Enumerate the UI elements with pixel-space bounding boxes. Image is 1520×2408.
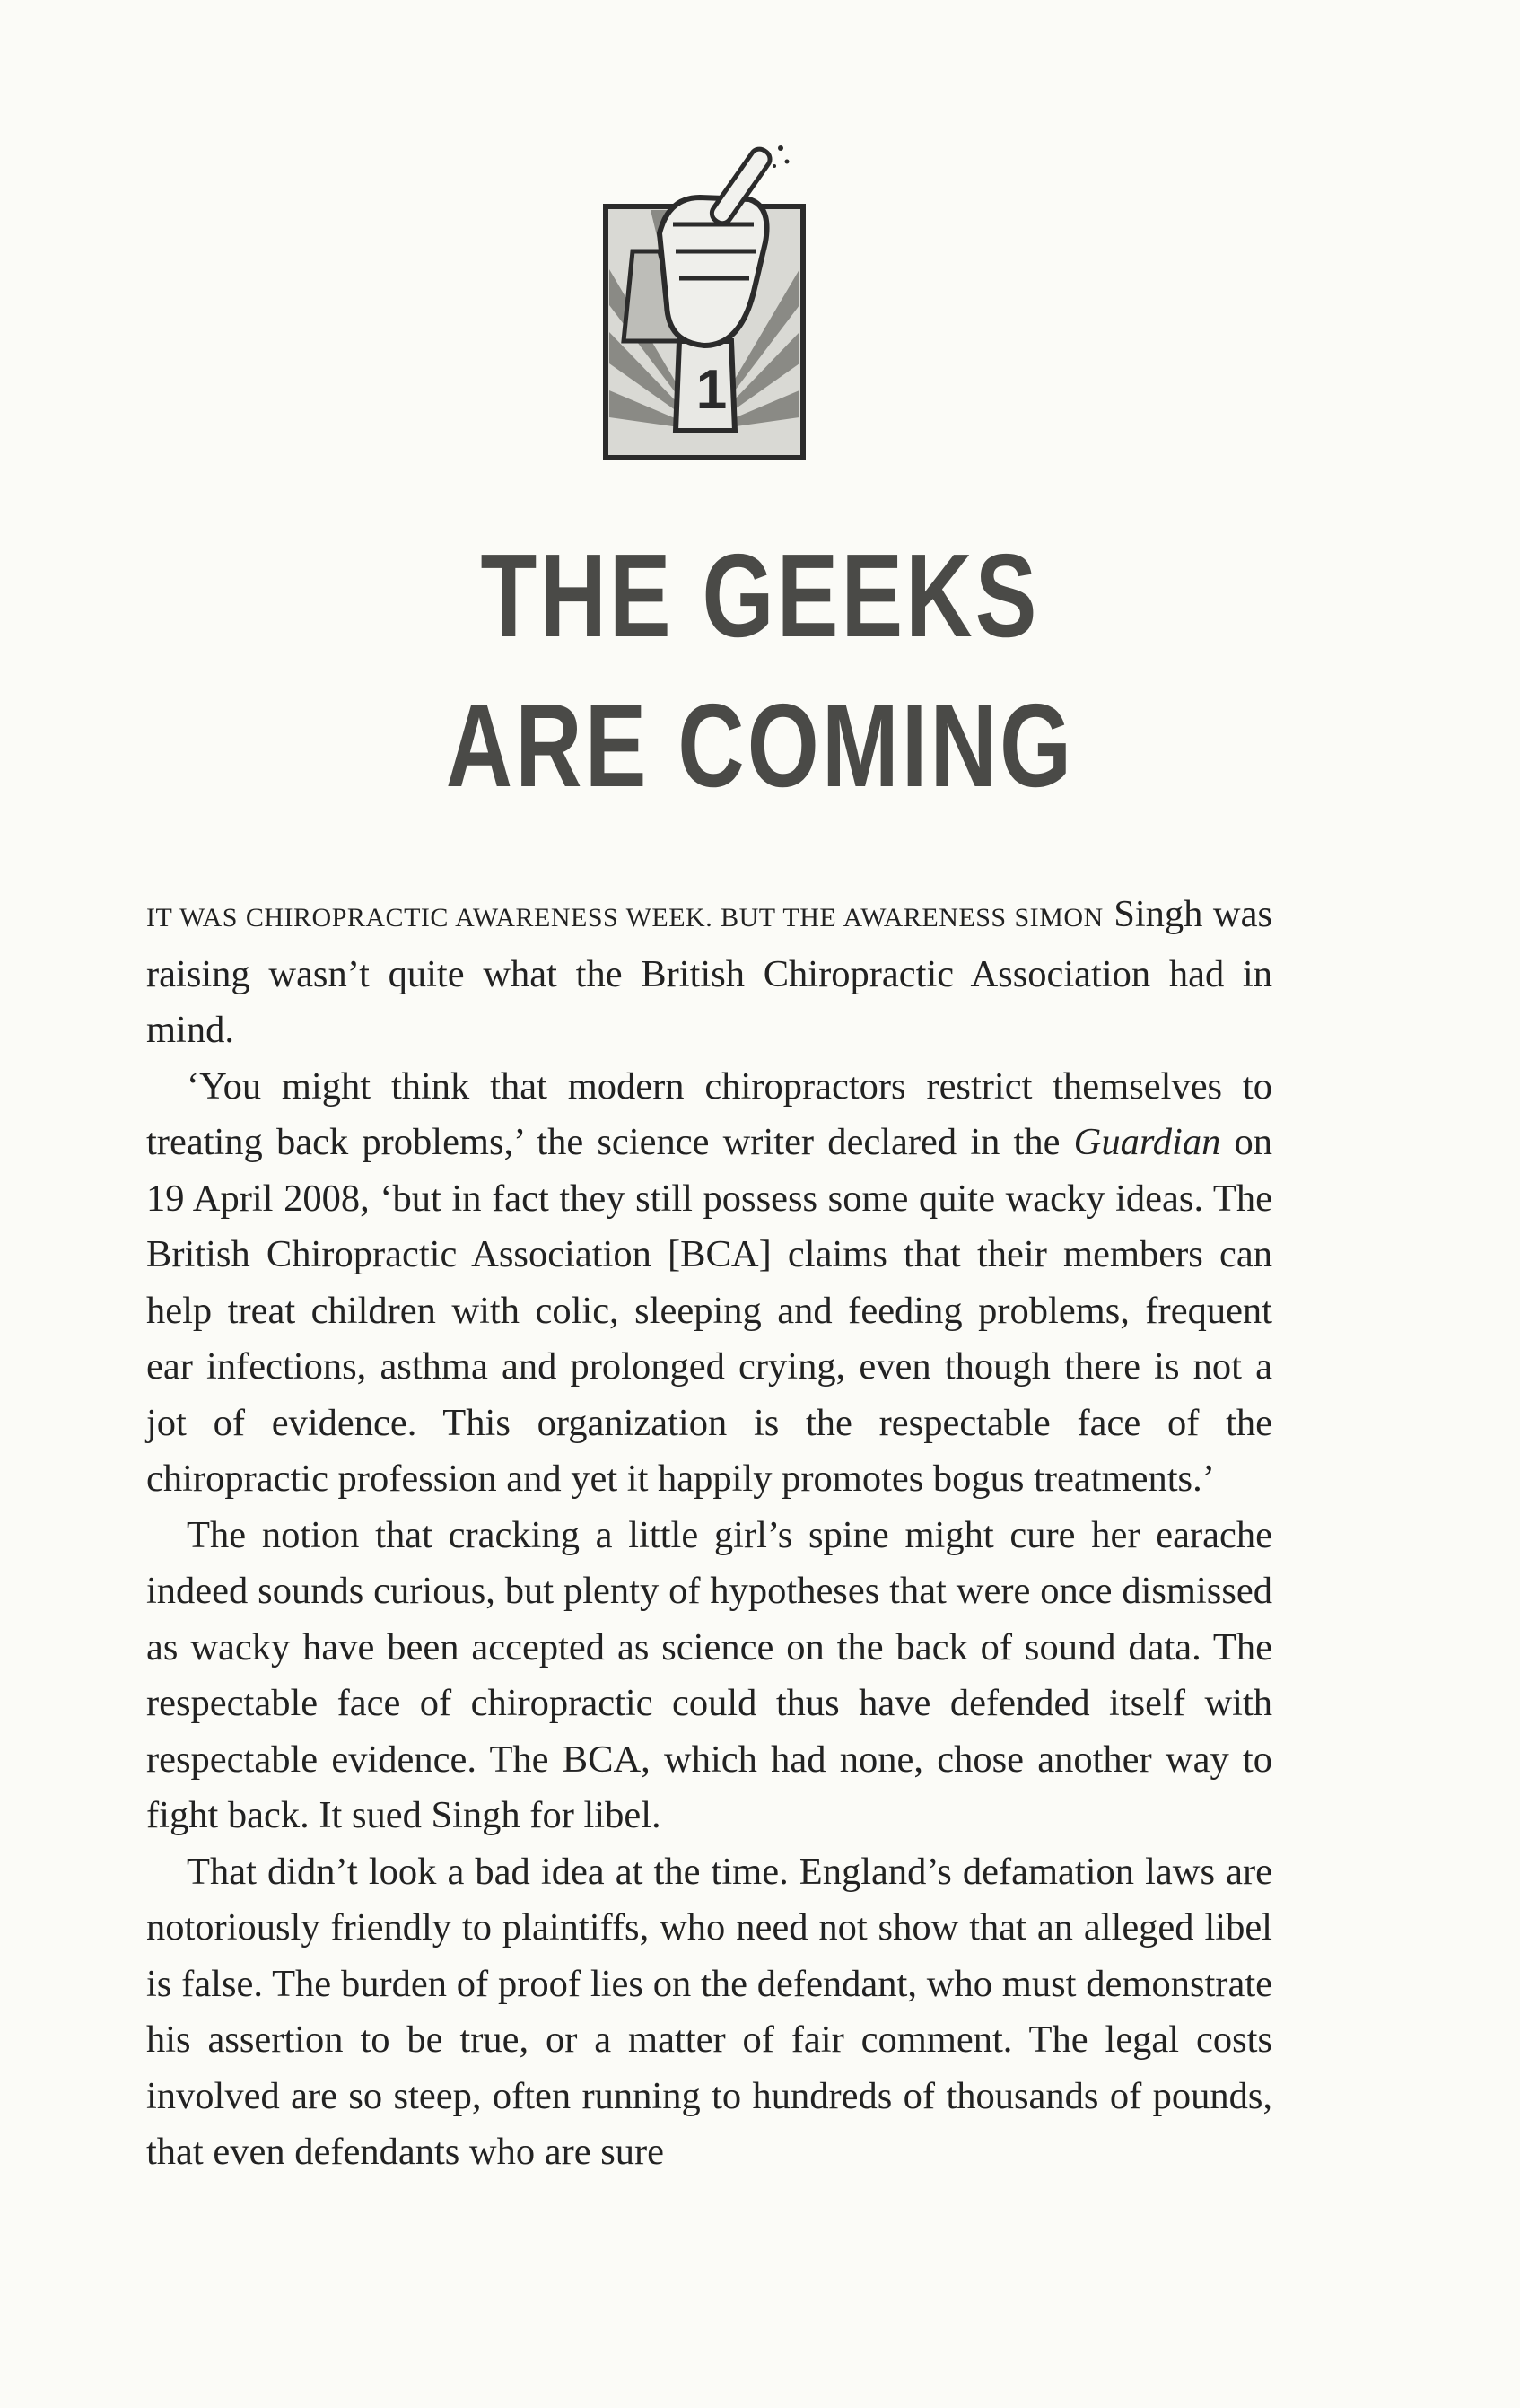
chapter-number: 1 [695,359,728,421]
paragraph-1-lead-smallcaps: IT WAS CHIROPRACTIC AWARENESS WEEK. BUT THE AWARENESS SIMON [146,903,1104,933]
paragraph-3: The notion that cracking a little girl’s spine might cure her earache indeed sounds curious, but plenty of hypotheses that were once dismissed as wacky have been accepted as science on the back of sound data. The respectable face of chiropractic could thus have defended itself with respectable evidence. The BCA, which had none, chose another way to fight back. It sued Singh for libel. [146,1513,1272,1836]
paragraph-2 [146,1059,1272,1508]
paragraph-2-part-a: ‘You might think that modern chiropractors restrict themselves to treating back problems,’ the science writer declared in the [146,1064,1272,1163]
chapter-emblem-fist-icon [597,135,812,467]
paragraph-4: That didn’t look a bad idea at the time. England’s defamation laws are notoriously friendly to plaintiffs, who need not show that an alleged libel is false. The burden of proof lies on the defendant, who must demonstrate his assertion to be true, or a matter of fair comment. The legal costs involved are so steep, often running to hundreds of thousands of pounds, that even defendants who are sure [146,1850,1272,2173]
paragraph-1-rest: Singh was raising wasn’t quite what the British Chiropractic Association had in mind. [146,893,1273,1051]
guardian-italic: Guardian [1073,1121,1221,1163]
chapter-title-line-2: ARE COMING [445,679,1075,811]
chapter-title-line-1: THE GEEKS [480,530,1040,661]
chapter-body-text [146,887,1272,2181]
paragraph-2-part-b: on 19 April 2008, ‘but in fact they still possess some quite wacky ideas. The British Chiropractic Association [BCA] claims that their members can help treat children with colic, sleeping and feeding problems, frequent ear infections, asthma and prolonged crying, even though there is not a jot of evidence. This organization is the respectable face of the chiropractic profession and yet it happily promotes bogus treatments.’ [146,1121,1273,1500]
paragraph-1 [146,887,1272,1059]
